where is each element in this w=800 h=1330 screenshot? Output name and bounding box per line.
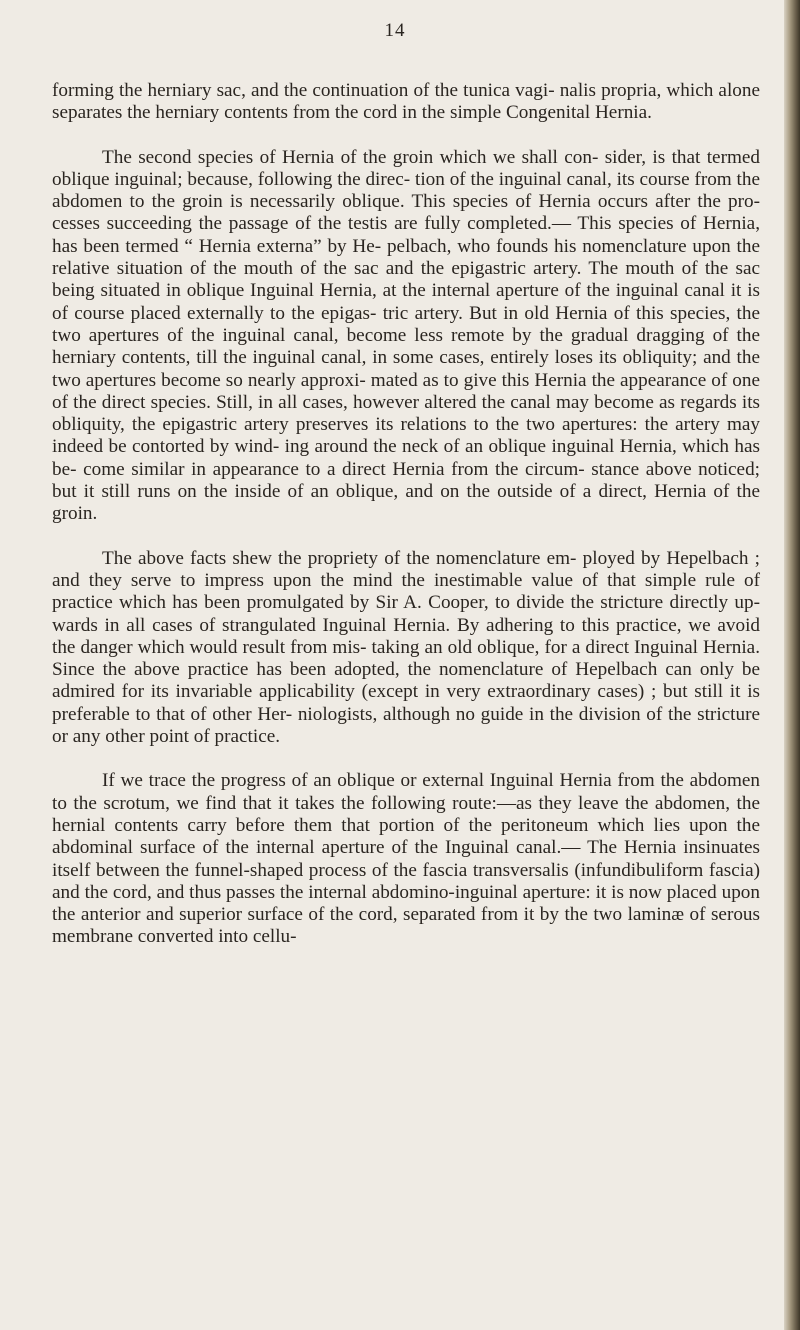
paragraph-continuation: forming the herniary sac, and the continuation of the tunica vagi- nalis propria, which alone separates the herniary contents from the cord in the simple Congenital Hernia. — [52, 80, 760, 124]
paragraph-oblique-inguinal-hernia: The second species of Hernia of the groin which we shall con- sider, is that termed oblique inguinal; because, following the direc- tion of the inguinal canal, its course from the abdomen to the groin is necessarily oblique. This species of Hernia occurs after the pro- cesses succeeding the passage of the testis are fully completed.— This species of Hernia, has been termed “ Hernia externa” by He- pelbach, who founds his nomenclature upon the relative situation of the mouth of the sac and the epigastric artery. The mouth of the sac being situated in oblique Inguinal Hernia, at the internal aperture of the inguinal canal it is of course placed externally to the epigas- tric artery. But in old Hernia of this species, the two apertures of the inguinal canal, become less remote by the gradual dragging of the herniary contents, till the inguinal canal, in some cases, entirely loses its obliquity; and the two apertures become so nearly approxi- mated as to give this Hernia the appearance of one of the direct species. Still, in all cases, however altered the canal may become as regards its obliquity, the epigastric artery preserves its relations to the two apertures: the artery may indeed be contorted by wind- ing around the neck of an oblique inguinal Hernia, which has be- come similar in appearance to a direct Hernia from the circum- stance above noticed; but it still runs on the inside of an oblique, and on the outside of a direct, Hernia of the groin. — [52, 146, 760, 525]
page-binding-edge — [784, 0, 800, 1330]
paragraph-nomenclature-hepelbach: The above facts shew the propriety of the nomenclature em- ployed by Hepelbach ; and they serve to impress upon the mind the inestimable value of that simple rule of practice which has been promulgated by Sir A. Cooper, to divide the stricture directly up- wards in all cases of strangulated Inguinal Hernia. By adhering to this practice, we avoid the danger which would result from mis- taking an old oblique, for a direct Inguinal Hernia. Since the above practice has been adopted, the nomenclature of Hepelbach can only be admired for its invariable applicability (except in very extraordinary cases) ; but still it is preferable to that of other Her- niologists, although no guide in the division of the stricture or any other point of practice. — [52, 547, 760, 748]
body-text — [52, 80, 760, 949]
paragraph-hernia-progress: If we trace the progress of an oblique or external Inguinal Hernia from the abdomen to the scrotum, we find that it takes the following route:—as they leave the abdomen, the hernial contents carry before them that portion of the peritoneum which lies upon the abdominal surface of the internal aperture of the Inguinal canal.— The Hernia insinuates itself between the funnel-shaped process of the fascia transversalis (infundibuliform fascia) and the cord, and thus passes the internal abdomino-inguinal aperture: it is now placed upon the anterior and superior surface of the cord, separated from it by the two laminæ of serous membrane converted into cellu- — [52, 770, 760, 948]
page-number: 14 — [384, 20, 406, 41]
